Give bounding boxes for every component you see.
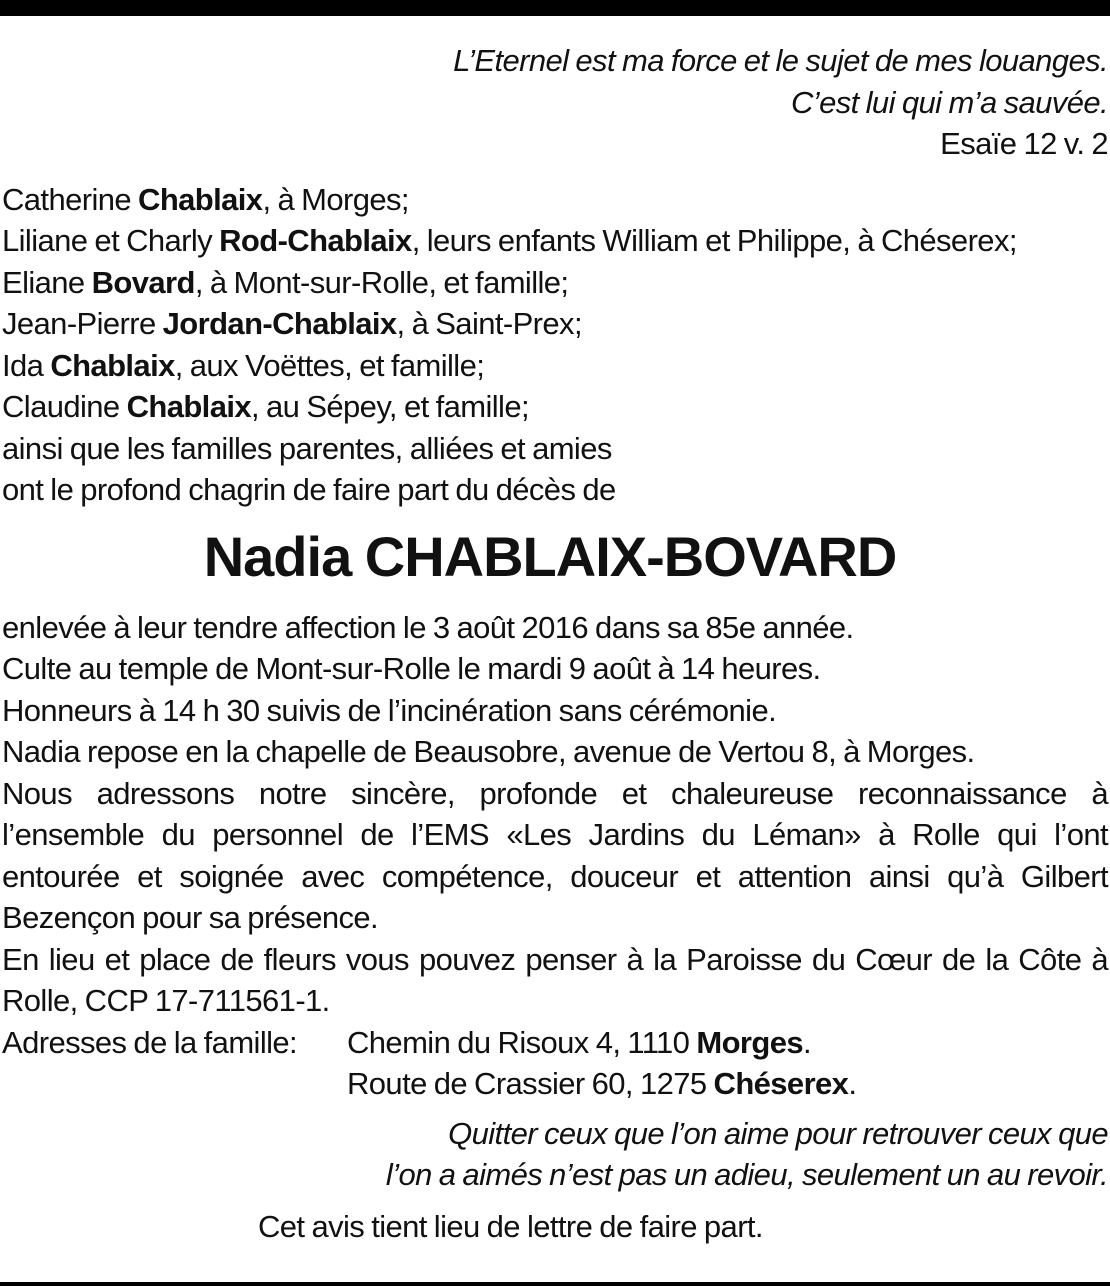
mourner-surname: Bovard <box>91 264 195 300</box>
epigraph-reference: Esaïe 12 v. 2 <box>940 126 1108 161</box>
address-second <box>2 1063 1108 1105</box>
mourner-surname: Chablaix <box>50 347 175 383</box>
mourner-line <box>2 262 1108 304</box>
mourner-location: , à Mont-sur-Rolle, et famille; <box>194 264 569 300</box>
address-punct: . <box>848 1066 857 1101</box>
mourner-line <box>2 303 1108 345</box>
mourner-given-names: Claudine <box>2 389 127 424</box>
mourner-location: , leurs enfants William et Philippe, à Chéserex; <box>411 223 1017 258</box>
top-border-rule <box>0 0 1110 16</box>
mourner-given-names: Eliane <box>2 264 92 300</box>
detail-line: Honneurs à 14 h 30 suivis de l’incinération sans cérémonie. <box>2 692 777 728</box>
mourner-surname: Rod-Chablaix <box>219 223 412 258</box>
mourner-surname: Chablaix <box>138 181 263 217</box>
address-street: Route de Crassier 60, 1275 <box>347 1066 714 1101</box>
final-note: Cet avis tient lieu de lettre de faire part. <box>258 1208 763 1244</box>
intro-line: ainsi que les familles parentes, alliées et amies <box>2 430 612 466</box>
address-punct: . <box>803 1024 812 1060</box>
mourner-given-names: Catherine <box>2 181 139 217</box>
mourner-surname: Chablaix <box>126 389 251 424</box>
mourner-line <box>2 220 1108 262</box>
intro-line: ont le profond chagrin de faire part du décès de <box>2 472 616 507</box>
epigraph-quote <box>2 40 1108 123</box>
mourner-given-names: Jean-Pierre <box>2 306 163 341</box>
flowers-paragraph: En lieu et place de fleurs vous pouvez penser à la Paroisse du Cœur de la Côte à Rolle, CCP 17-711561-1. <box>2 941 1108 1018</box>
closing-quote <box>2 1113 1108 1196</box>
address-city: Chéserex <box>713 1066 849 1101</box>
mourner-given-names: Ida <box>2 347 51 383</box>
death-notice <box>2 40 1108 1247</box>
mourner-line <box>2 386 1108 428</box>
mourners-list <box>2 179 1108 511</box>
detail-line: Nadia repose en la chapelle de Beausobre, avenue de Vertou 8, à Morges. <box>2 734 975 769</box>
mourner-location: , à Saint-Prex; <box>396 306 582 341</box>
epigraph-line: C’est lui qui m’a sauvée. <box>791 84 1108 120</box>
mourner-location: , aux Voëttes, et famille; <box>174 347 485 383</box>
epigraph-line: L’Eternel est ma force et le sujet de mes louanges. <box>453 43 1108 78</box>
mourner-location: , à Morges; <box>262 181 409 217</box>
bottom-border-rule <box>0 1282 1110 1286</box>
mourner-line <box>2 179 1108 221</box>
closing-quote-line: Quitter ceux que l’on aime pour retrouver ceux que <box>448 1115 1108 1151</box>
mourner-location: , au Sépey, et famille; <box>251 389 530 424</box>
detail-line: enlevée à leur tendre affection le 3 août 2016 dans sa 85e année. <box>2 609 854 645</box>
mourner-given-names: Liliane et Charly <box>2 223 220 258</box>
mourner-line <box>2 345 1108 387</box>
detail-line: Culte au temple de Mont-sur-Rolle le mardi 9 août à 14 heures. <box>2 651 821 686</box>
address-first <box>347 1022 811 1064</box>
addresses-label: Adresses de la famille: <box>2 1024 298 1060</box>
address-street: Chemin du Risoux 4, 1110 <box>347 1024 697 1060</box>
mourner-surname: Jordan-Chablaix <box>162 306 397 341</box>
family-address-row <box>2 1022 1108 1064</box>
closing-quote-line: l’on a aimés n’est pas un adieu, seulement un au revoir. <box>385 1157 1108 1192</box>
address-city: Morges <box>696 1024 803 1060</box>
deceased-name: Nadia CHABLAIX-BOVARD <box>203 524 897 588</box>
thanks-paragraph: Nous adressons notre sincère, profonde et chaleureuse reconnaissance à l’ensemble du personnel de l’EMS «Les Jardins du Léman» à Rolle qui l’ont entourée et soignée avec compétence, douceur et attention ainsi qu’à Gilbert Bezençon pour sa présence. <box>2 775 1108 935</box>
